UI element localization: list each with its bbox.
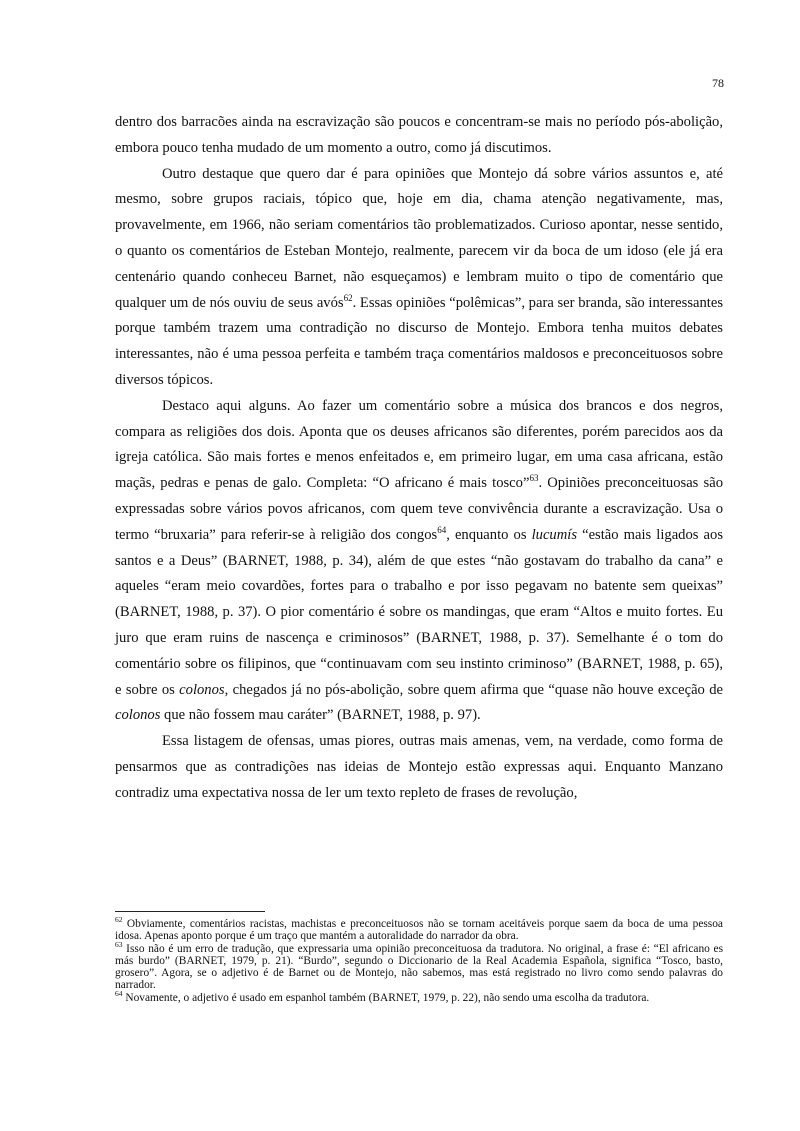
footnote-number: 63 <box>115 939 123 949</box>
text-run: . Opiniões preconceituosas são expressadas sobre vários povos africanos, com quem teve convivência durante a escravização. Usa o termo “bruxaria” para referir-se à religião dos congos <box>115 475 723 543</box>
text-run: , chegados já no pós-abolição, sobre quem afirma que “quase não houve exceção de <box>224 681 723 698</box>
italic-term: lucumís <box>531 526 577 543</box>
text-run: . Essas opiniões “polêmicas”, para ser branda, são interessantes porque também trazem uma contradição no discurso de Montejo. Embora tenha muitos debates interessantes, não é uma pessoa perfeita e também traça comentários maldosos e preconceituosos sobre diversos tópicos. <box>115 294 723 388</box>
footnote-separator <box>115 911 265 912</box>
paragraph <box>115 729 723 806</box>
text-run: , enquanto os <box>446 526 532 543</box>
footnote-text: Obviamente, comentários racistas, machistas e preconceituosos não se tornam aceitáveis porque saem da boca de uma pessoa idosa. Apenas aponto porque é um traço que mantém a autoralidade do narrador da obra. <box>115 918 723 943</box>
footnote-reference: 62 <box>343 292 353 303</box>
page-number: 78 <box>712 76 724 90</box>
footnote <box>115 915 723 943</box>
footnote-number: 62 <box>115 915 123 925</box>
text-run: dentro dos barracões ainda na escravização são poucos e concentram-se mais no período pós-abolição, embora pouco tenha mudado de um momento a outro, como já discutimos. <box>115 114 723 156</box>
text-run: Outro destaque que quero dar é para opiniões que Montejo dá sobre vários assuntos e, até mesmo, sobre grupos raciais, tópico que, hoje em dia, chama atenção negativamente, mas, provavelmente, em 1966, não seriam comentários tão problematizados. Curioso apontar, nesse sentido, o quanto os comentários de Esteban Montejo, realmente, parecem vir da boca de um idoso (ele já era centenário quando conheceu Barnet, não esqueçamos) e lembram muito o tipo de comentário que qualquer um de nós ouviu de seus avós <box>115 165 723 311</box>
text-run: que não fossem mau caráter” (BARNET, 1988, p. 97). <box>160 707 481 724</box>
footnote-reference: 64 <box>437 524 447 535</box>
footnote <box>115 988 723 1004</box>
paragraph <box>115 394 723 729</box>
footnotes <box>115 915 723 1004</box>
footnote-text: Isso não é um erro de tradução, que expressaria uma opinião preconceituosa da tradutora. No original, a frase é: “El africano es más burdo” (BARNET, 1979, p. 21). “Burdo”, segundo o Diccionario de la Real Academia Española, significa “Tosco, basto, grosero”. Agora, se o adjetivo é de Barnet ou de Montejo, não sabemos, mas está registrado no livro como sendo palavras do narrador. <box>115 942 723 992</box>
text-run: Essa listagem de ofensas, umas piores, outras mais amenas, vem, na verdade, como forma de pensarmos que as contradições nas ideias de Montejo estão expressas aqui. Enquanto Manzano contradiz uma expectativa nossa de ler um texto repleto de frases de revolução, <box>115 733 723 801</box>
italic-term: colonos <box>115 707 161 724</box>
footnote <box>115 939 723 992</box>
paragraph <box>115 162 723 394</box>
body-text <box>115 110 723 807</box>
footnote-number: 64 <box>115 988 123 998</box>
footnote-text: Novamente, o adjetivo é usado em espanhol também (BARNET, 1979, p. 22), não sendo uma escolha da tradutora. <box>122 991 650 1004</box>
italic-term: colonos <box>179 681 225 698</box>
text-run: Destaco aqui alguns. Ao fazer um comentário sobre a música dos brancos e dos negros, compara as religiões dos dois. Aponta que os deuses africanos são diferentes, porém parecidos aos da igreja católica. São mais fortes e menos enfeitados e, em primeiro lugar, em uma casa africana, estão maçãs, pedras e penas de galo. Completa: “O africano é mais tosco” <box>115 397 723 492</box>
footnote-reference: 63 <box>529 473 539 484</box>
paragraph <box>115 110 723 162</box>
text-run: “estão mais ligados aos santos e a Deus” (BARNET, 1988, p. 34), além de que estes “não gostavam do trabalho da cana” e aqueles “eram meio covardões, fortes para o trabalho e por isso pegavam no batente sem queixas” (BARNET, 1988, p. 37). O pior comentário é sobre os mandingas, que eram “Altos e muito fortes. Eu juro que eram ruins de nascença e criminosos” (BARNET, 1988, p. 37). Semelhante é o tom do comentário sobre os filipinos, que “continuavam com seu instinto criminoso” (BARNET, 1988, p. 65), e sobre os <box>115 526 723 698</box>
